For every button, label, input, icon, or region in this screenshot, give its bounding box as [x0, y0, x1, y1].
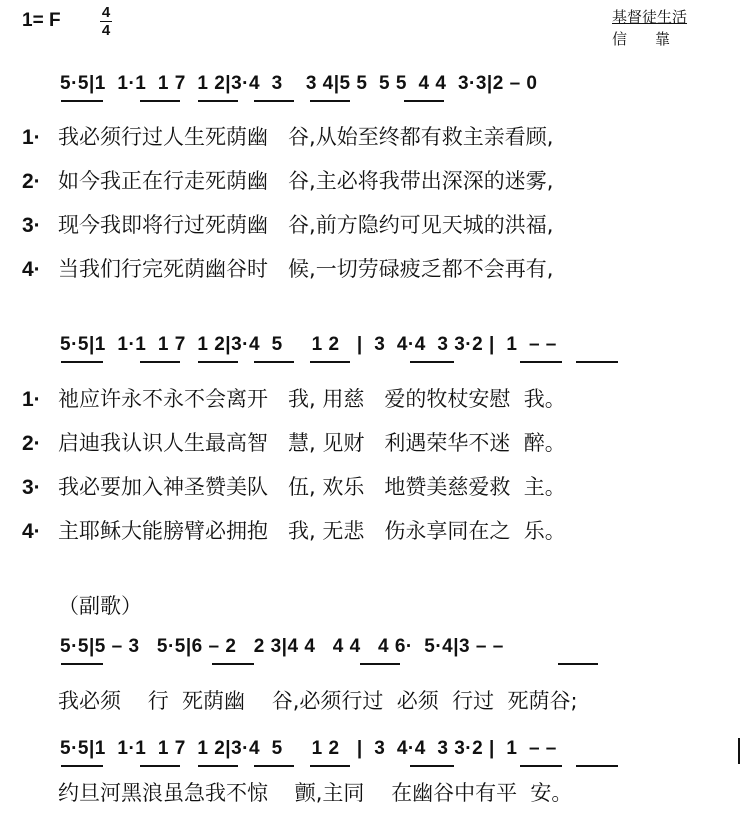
verse-2-line-1 — [22, 164, 742, 198]
verse-number: 4· — [22, 258, 41, 281]
verse-number: 3· — [22, 214, 41, 237]
beam-underline — [61, 765, 103, 767]
beam-underline — [140, 100, 180, 102]
beam-underline — [140, 765, 180, 767]
verse-3-line-2 — [22, 470, 742, 504]
beam-underline — [61, 663, 103, 665]
lyric-text: 当我们行完死荫幽谷时 候,一切劳碌疲乏都不会再有, — [58, 257, 554, 281]
notation-line-2: 5·5|1 1·1 1 7 1 2|3·4 5 1 2 | 3 4·4 3 3·2 | 1 – – — [60, 334, 557, 355]
time-signature — [98, 4, 114, 39]
verse-number: 1· — [22, 126, 41, 149]
final-barline — [738, 738, 740, 764]
beam-underline — [254, 765, 294, 767]
verse-2-line-2 — [22, 426, 742, 460]
meter-top: 4 — [101, 4, 111, 21]
lyric-text: 我必要加入神圣赞美队 伍, 欢乐 地赞美慈爱救 主。 — [58, 475, 566, 499]
beam-underline — [404, 100, 444, 102]
verse-1-line-1 — [22, 120, 742, 154]
verse-4-line-2 — [22, 514, 742, 548]
beam-underline — [198, 361, 238, 363]
beam-underline — [360, 663, 400, 665]
lyric-text: 我必须行过人生死荫幽 谷,从始至终都有救主亲看顾, — [58, 125, 554, 149]
lyric-text: 启迪我认识人生最高智 慧, 见财 利遇荣华不迷 醉。 — [58, 431, 566, 455]
source-info — [612, 6, 698, 50]
verse-number: 4· — [22, 520, 41, 543]
key-signature: 1= F — [22, 10, 61, 31]
beam-underline — [410, 361, 454, 363]
verse-number: 3· — [22, 476, 41, 499]
beam-underline — [61, 361, 103, 363]
beam-underline — [254, 100, 294, 102]
verse-number: 1· — [22, 388, 41, 411]
chorus-lyrics-1: 我必须 行 死荫幽 谷,必须行过 必须 行过 死荫谷; — [58, 689, 578, 713]
lyric-text: 如今我正在行走死荫幽 谷,主必将我带出深深的迷雾, — [58, 169, 554, 193]
notation-line-1: 5·5|1 1·1 1 7 1 2|3·4 3 3 4|5 5 5 5 4 4 3·3|2 – 0 — [60, 73, 538, 94]
lyric-text: 祂应许永不永不会离开 我, 用慈 爱的牧杖安慰 我。 — [58, 387, 566, 411]
source-title: 信靠 — [612, 30, 699, 48]
beam-underline — [520, 361, 562, 363]
verse-3-line-1 — [22, 208, 742, 242]
chorus-label: （副歌） — [58, 594, 142, 618]
chorus-notation-1: 5·5|5 – 3 5·5|6 – 2 2 3|4 4 4 4 4 6· 5·4|3 – – — [60, 636, 504, 657]
beam-underline — [520, 765, 562, 767]
verse-number: 2· — [22, 170, 41, 193]
beam-underline — [576, 765, 618, 767]
beam-underline — [558, 663, 598, 665]
lyric-text: 现今我即将行过死荫幽 谷,前方隐约可见天城的洪福, — [58, 213, 554, 237]
beam-underline — [212, 663, 254, 665]
beam-underline — [310, 100, 350, 102]
chorus-lyrics-2: 约旦河黑浪虽急我不惊 颤,主同 在幽谷中有平 安。 — [58, 781, 573, 805]
beam-underline — [310, 361, 350, 363]
verse-4-line-1 — [22, 252, 742, 286]
beam-underline — [254, 361, 294, 363]
beam-underline — [61, 100, 103, 102]
beam-underline — [198, 100, 238, 102]
meter-bottom: 4 — [101, 22, 111, 39]
chorus-notation-2: 5·5|1 1·1 1 7 1 2|3·4 5 1 2 | 3 4·4 3 3·2 | 1 – – — [60, 738, 557, 759]
beam-underline — [410, 765, 454, 767]
beam-underline — [140, 361, 180, 363]
source-category: 基督徒生活 — [612, 8, 688, 26]
lyric-text: 主耶稣大能膀臂必拥抱 我, 无悲 伤永享同在之 乐。 — [58, 519, 566, 543]
beam-underline — [576, 361, 618, 363]
verse-number: 2· — [22, 432, 41, 455]
beam-underline — [310, 765, 350, 767]
verse-1-line-2 — [22, 382, 742, 416]
beam-underline — [198, 765, 238, 767]
